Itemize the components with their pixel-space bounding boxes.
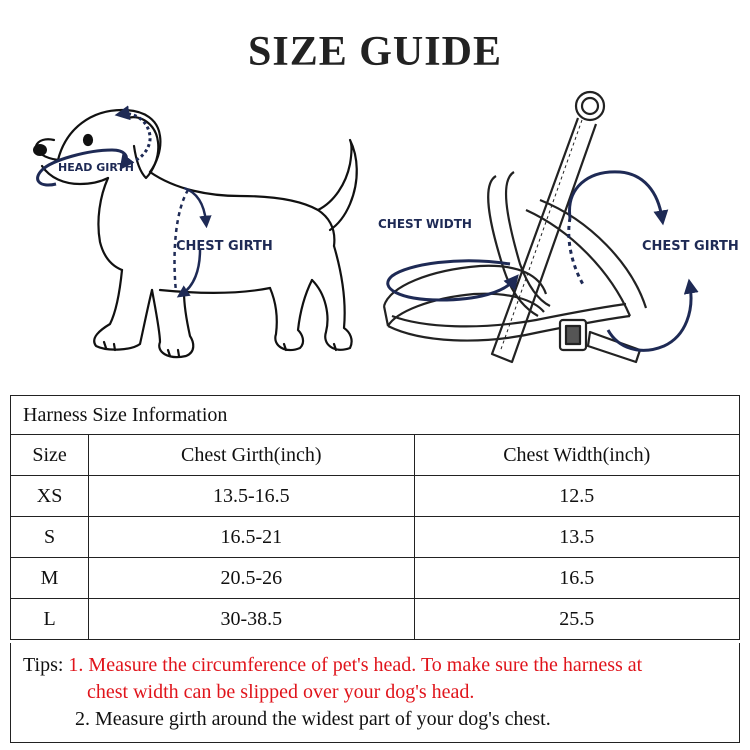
table-row	[11, 517, 740, 558]
dog-chest-girth-label: CHEST GIRTH	[176, 239, 273, 254]
cell-chest-width: 12.5	[414, 476, 739, 517]
cell-size: XS	[11, 476, 89, 517]
dog-drawing	[36, 110, 357, 357]
cell-chest-width: 13.5	[414, 517, 739, 558]
header-size: Size	[11, 435, 89, 476]
harness-chest-girth-label: CHEST GIRTH	[642, 239, 739, 254]
tips-line-1	[23, 652, 739, 679]
tips-box	[10, 643, 740, 743]
cell-size: S	[11, 517, 89, 558]
harness-size-table	[10, 395, 740, 640]
header-chest-girth: Chest Girth(inch)	[89, 435, 414, 476]
tip-1-line-1: 1. Measure the circumference of pet's head. To make sure the harness at	[68, 654, 643, 676]
head-girth-label: HEAD GIRTH	[58, 161, 135, 174]
cell-chest-girth: 13.5-16.5	[89, 476, 414, 517]
tip-1-line-2: chest width can be slipped over your dog's head.	[87, 681, 475, 703]
tip-2: 2. Measure girth around the widest part of your dog's chest.	[75, 708, 551, 730]
table-header-row	[11, 435, 740, 476]
illustration-svg	[0, 80, 750, 380]
dog-nose	[33, 144, 47, 156]
cell-chest-width: 25.5	[414, 599, 739, 640]
chest-width-label: CHEST WIDTH	[378, 217, 472, 231]
cell-size: L	[11, 599, 89, 640]
cell-size: M	[11, 558, 89, 599]
table-row	[11, 599, 740, 640]
cell-chest-girth: 30-38.5	[89, 599, 414, 640]
head-girth-indicator	[38, 114, 151, 185]
table-caption-row	[11, 396, 740, 435]
header-chest-width: Chest Width(inch)	[414, 435, 739, 476]
page-title: SIZE GUIDE	[248, 29, 502, 75]
measurement-illustration	[0, 80, 750, 380]
table-caption: Harness Size Information	[11, 396, 740, 435]
tips-prefix: Tips:	[23, 654, 64, 676]
table-row	[11, 558, 740, 599]
cell-chest-girth: 16.5-21	[89, 517, 414, 558]
cell-chest-width: 16.5	[414, 558, 739, 599]
cell-chest-girth: 20.5-26	[89, 558, 414, 599]
table-row	[11, 476, 740, 517]
